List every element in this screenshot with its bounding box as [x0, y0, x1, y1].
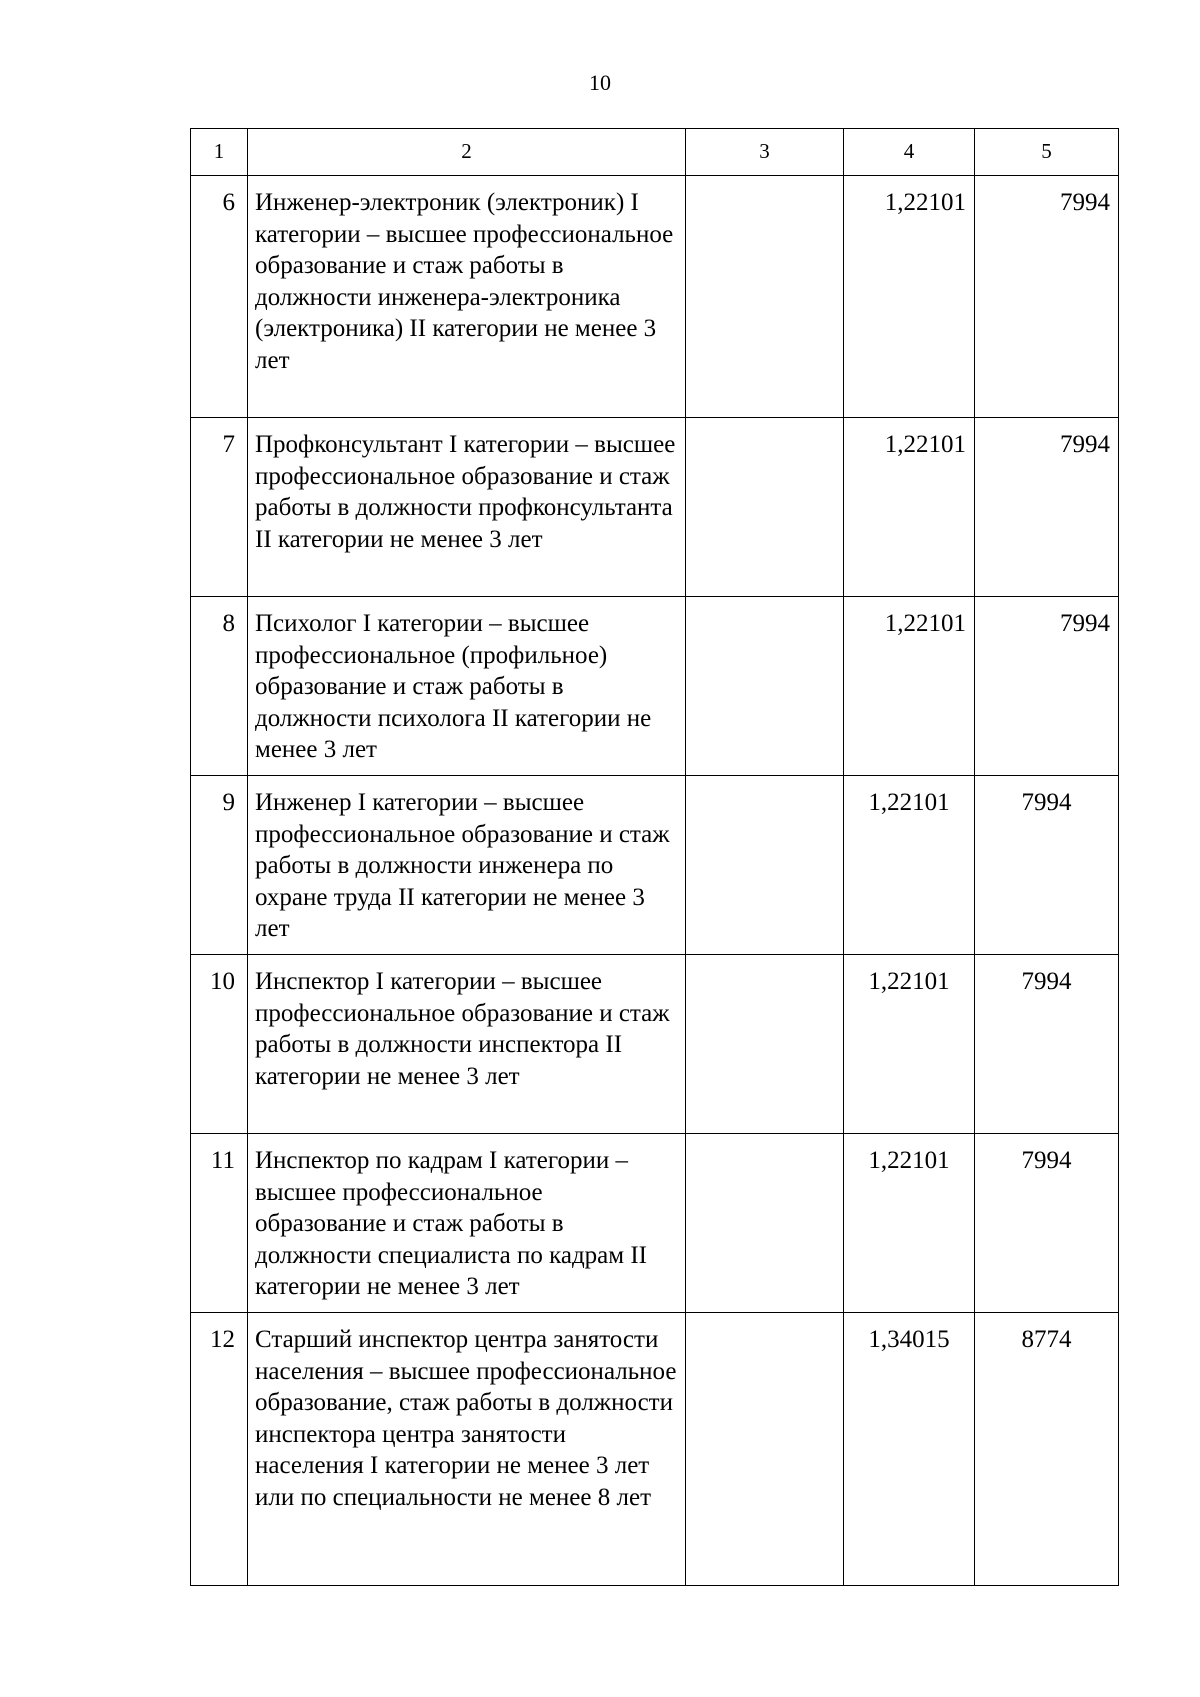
col3-cell	[686, 776, 844, 955]
position-description: Профконсультант I категории – высшее профессиональное образование и стаж работы в должности профконсультанта II категории не менее 3 лет	[248, 418, 686, 597]
table-row	[191, 597, 1119, 776]
coefficient-cell: 1,22101	[844, 776, 975, 955]
table-row	[191, 1313, 1119, 1586]
header-col-5: 5	[975, 129, 1119, 176]
coefficient-cell: 1,22101	[844, 955, 975, 1134]
positions-table	[190, 128, 1119, 1586]
header-col-3: 3	[686, 129, 844, 176]
salary-cell: 7994	[975, 176, 1119, 418]
coefficient-cell: 1,34015	[844, 1313, 975, 1586]
header-col-1: 1	[191, 129, 248, 176]
coefficient-cell: 1,22101	[844, 418, 975, 597]
coefficient-cell: 1,22101	[844, 1134, 975, 1313]
position-description: Инженер I категории – высшее профессиональное образование и стаж работы в должности инженера по охране труда II категории не менее 3 лет	[248, 776, 686, 955]
row-number: 12	[191, 1313, 248, 1586]
col3-cell	[686, 955, 844, 1134]
table-row	[191, 1134, 1119, 1313]
col3-cell	[686, 418, 844, 597]
table-header-row	[191, 129, 1119, 176]
table-row	[191, 176, 1119, 418]
position-description: Инспектор по кадрам I категории – высшее профессиональное образование и стаж работы в должности специалиста по кадрам II категории не менее 3 лет	[248, 1134, 686, 1313]
row-number: 11	[191, 1134, 248, 1313]
salary-cell: 8774	[975, 1313, 1119, 1586]
salary-cell: 7994	[975, 597, 1119, 776]
position-description: Старший инспектор центра занятости населения – высшее профессиональное образование, стаж работы в должности инспектора центра занятости населения I категории не менее 3 лет или по специальности не менее 8 лет	[248, 1313, 686, 1586]
table-row	[191, 955, 1119, 1134]
table-row	[191, 418, 1119, 597]
salary-cell: 7994	[975, 776, 1119, 955]
coefficient-cell: 1,22101	[844, 597, 975, 776]
position-description: Инспектор I категории – высшее профессиональное образование и стаж работы в должности инспектора II категории не менее 3 лет	[248, 955, 686, 1134]
row-number: 6	[191, 176, 248, 418]
row-number: 7	[191, 418, 248, 597]
col3-cell	[686, 176, 844, 418]
position-description: Психолог I категории – высшее профессиональное (профильное) образование и стаж работы в должности психолога II категории не менее 3 лет	[248, 597, 686, 776]
salary-cell: 7994	[975, 1134, 1119, 1313]
position-description: Инженер-электроник (электроник) I категории – высшее профессиональное образование и стаж работы в должности инженера-электроника (электроника) II категории не менее 3 лет	[248, 176, 686, 418]
col3-cell	[686, 597, 844, 776]
header-col-4: 4	[844, 129, 975, 176]
header-col-2: 2	[248, 129, 686, 176]
col3-cell	[686, 1134, 844, 1313]
salary-cell: 7994	[975, 955, 1119, 1134]
table-row	[191, 776, 1119, 955]
col3-cell	[686, 1313, 844, 1586]
row-number: 9	[191, 776, 248, 955]
page-number: 10	[589, 70, 611, 95]
salary-cell: 7994	[975, 418, 1119, 597]
row-number: 8	[191, 597, 248, 776]
row-number: 10	[191, 955, 248, 1134]
coefficient-cell: 1,22101	[844, 176, 975, 418]
